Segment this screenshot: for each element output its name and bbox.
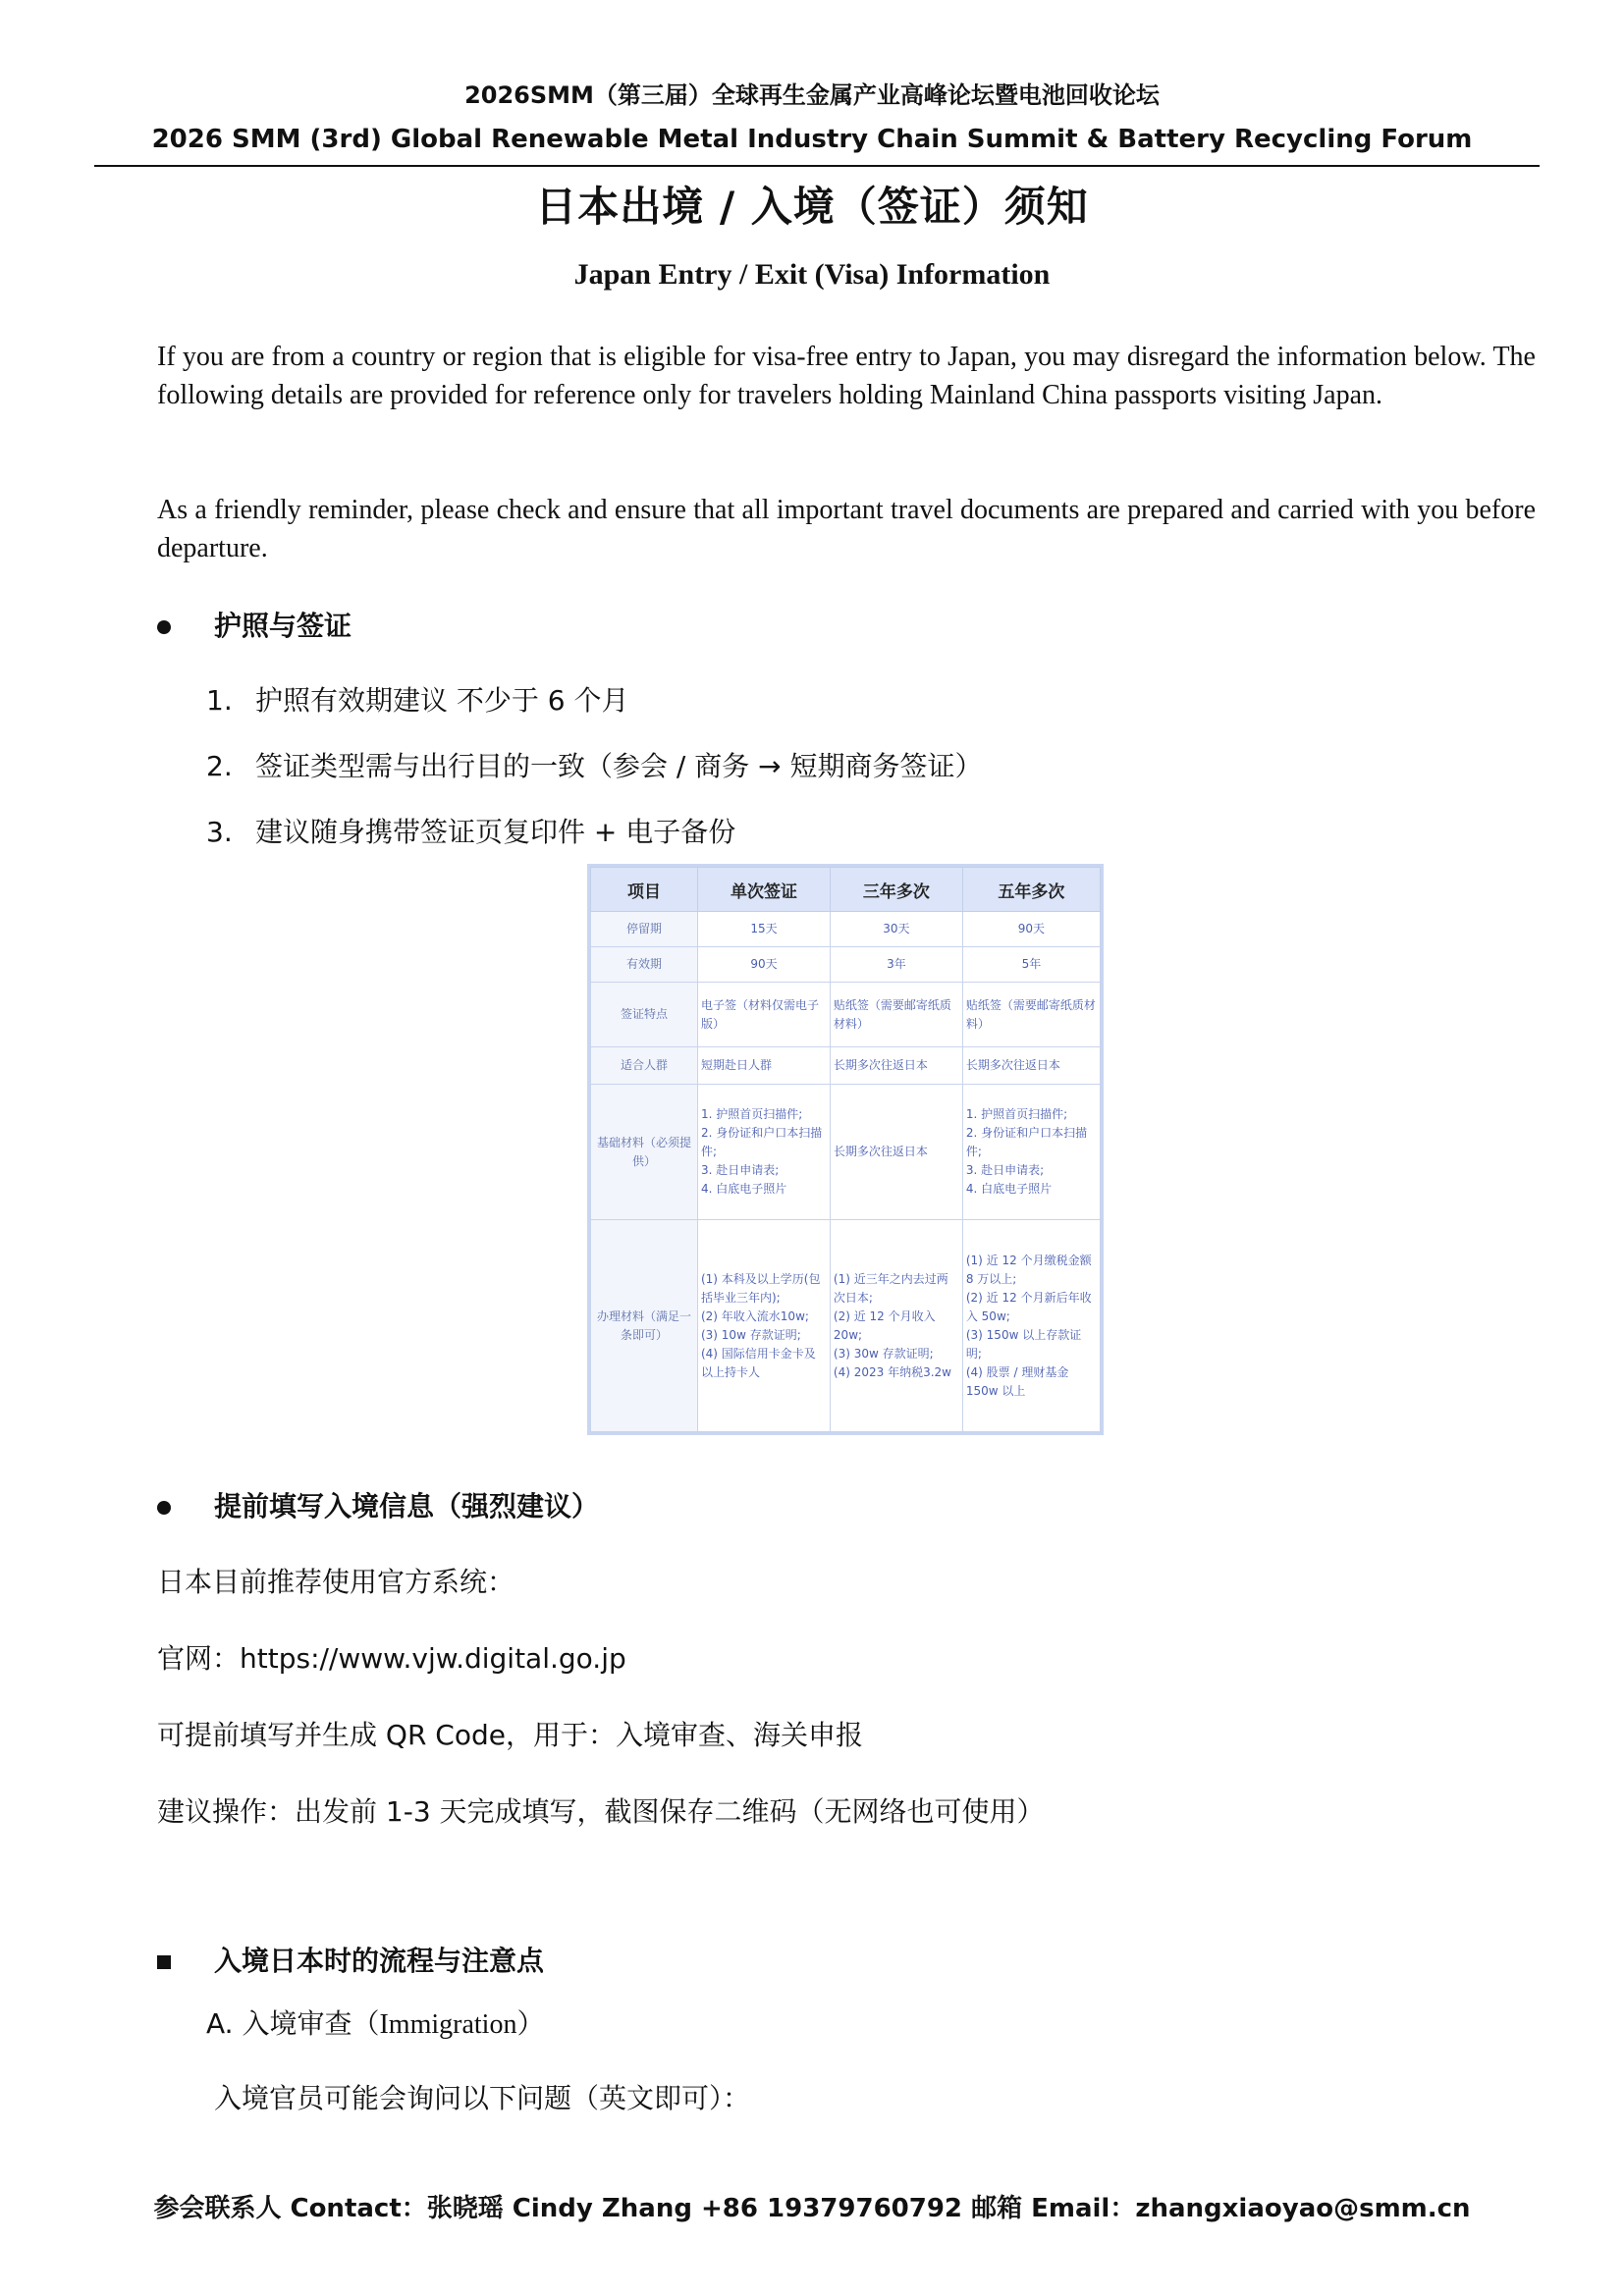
table-row xyxy=(591,947,1101,983)
table-row xyxy=(591,1085,1101,1220)
table-cell: 30天 xyxy=(830,912,962,947)
official-website-line: 官网：https://www.vjw.digital.go.jp xyxy=(157,1642,626,1675)
table-cell: 长期多次往返日本 xyxy=(962,1047,1100,1085)
section-heading-text: 提前填写入境信息（强烈建议） xyxy=(214,1490,600,1522)
sub-heading-immigration xyxy=(206,2004,544,2045)
intro-paragraph-1: If you are from a country or region that is eligible for visa-free entry to Japan, you may disregard the information below. The following details are provided for reference only for travelers holding Mainland China passports visiting Japan. xyxy=(157,342,1536,410)
row-label: 办理材料（满足一条即可） xyxy=(591,1220,698,1432)
table-cell: 短期赴日人群 xyxy=(697,1047,830,1085)
list-item-number: 2. xyxy=(206,750,233,782)
bullet-dot-icon xyxy=(157,620,171,634)
text-line: 日本目前推荐使用官方系统： xyxy=(157,1566,515,1598)
footer-contact: 参会联系人 Contact：张晓瑶 Cindy Zhang +86 19379760792 邮箱 Email：zhangxiaoyao@smm.cn xyxy=(153,2194,1471,2223)
bullet-square-icon xyxy=(157,1955,171,1969)
list-item-text: 建议随身携带签证页复印件 + 电子备份 xyxy=(255,816,736,848)
visa-comparison-table xyxy=(587,864,1104,1435)
sub-heading-prefix: A. 入境审查（ xyxy=(206,2007,380,2040)
row-label: 有效期 xyxy=(591,947,698,983)
intro-paragraph-2: As a friendly reminder, please check and ensure that all important travel documents are prepared and carried with you before departure. xyxy=(157,495,1536,563)
page-header xyxy=(0,79,1624,157)
table-row xyxy=(591,1220,1101,1432)
row-label: 基础材料（必须提供） xyxy=(591,1085,698,1220)
table-cell: (1) 近三年之内去过两次日本; (2) 近 12 个月收入20w; (3) 30w 存款证明; (4) 2023 年纳税3.2w xyxy=(830,1220,962,1432)
table-cell: 90天 xyxy=(962,912,1100,947)
row-label: 停留期 xyxy=(591,912,698,947)
table-cell: 贴纸签（需要邮寄纸质材料） xyxy=(962,983,1100,1047)
table-cell: 贴纸签（需要邮寄纸质材料） xyxy=(830,983,962,1047)
section-heading-text: 入境日本时的流程与注意点 xyxy=(214,1945,545,1977)
bullet-dot-icon xyxy=(157,1501,171,1515)
text-line: 可提前填写并生成 QR Code，用于：入境审查、海关申报 xyxy=(157,1719,863,1751)
table-cell: 3年 xyxy=(830,947,962,983)
table-cell: 1. 护照首页扫描件; 2. 身份证和户口本扫描件; 3. 赴日申请表; 4. 白底电子照片 xyxy=(962,1085,1100,1220)
table-cell: 5年 xyxy=(962,947,1100,983)
list-item-number: 3. xyxy=(206,816,233,848)
text-line: 入境官员可能会询问以下问题（英文即可）： xyxy=(214,2082,751,2114)
table-header-three-year: 三年多次 xyxy=(830,868,962,912)
section-heading-entry-info xyxy=(157,1487,599,1526)
list-item xyxy=(206,747,983,786)
table-cell: (1) 本科及以上学历(包括毕业三年内); (2) 年收入流水10w; (3) 10w 存款证明; (4) 国际信用卡金卡及以上持卡人 xyxy=(697,1220,830,1432)
section-heading-text: 护照与签证 xyxy=(214,610,352,642)
document-title-cn: 日本出境 / 入境（签证）须知 xyxy=(535,183,1089,231)
table-cell: 长期多次往返日本 xyxy=(830,1085,962,1220)
table-row xyxy=(591,983,1101,1047)
table-cell: 长期多次往返日本 xyxy=(830,1047,962,1085)
sub-heading-en: Immigration xyxy=(379,2009,517,2040)
header-title-en: 2026 SMM (3rd) Global Renewable Metal Industry Chain Summit & Battery Recycling Forum xyxy=(151,125,1473,154)
table-cell: 90天 xyxy=(697,947,830,983)
list-item xyxy=(206,681,629,721)
header-title-cn: 2026SMM（第三届）全球再生金属产业高峰论坛暨电池回收论坛 xyxy=(464,81,1160,109)
header-divider xyxy=(94,165,1540,167)
list-item-text: 护照有效期建议 不少于 6 个月 xyxy=(255,684,629,717)
sub-heading-suffix: ） xyxy=(516,2007,545,2040)
table-header-item: 项目 xyxy=(591,868,698,912)
table-cell: (1) 近 12 个月缴税金额 8 万以上; (2) 近 12 个月新后年收入 50w; (3) 150w 以上存款证明; (4) 股票 / 理财基金150w 以上 xyxy=(962,1220,1100,1432)
table-cell: 15天 xyxy=(697,912,830,947)
section-heading-entry-process xyxy=(157,1942,544,1981)
table-row xyxy=(591,912,1101,947)
list-item-number: 1. xyxy=(206,684,233,717)
row-label: 签证特点 xyxy=(591,983,698,1047)
list-item-text: 签证类型需与出行目的一致（参会 / 商务 → 短期商务签证） xyxy=(255,750,983,782)
table-header-five-year: 五年多次 xyxy=(962,868,1100,912)
table-row xyxy=(591,1047,1101,1085)
table-cell: 1. 护照首页扫描件; 2. 身份证和户口本扫描件; 3. 赴日申请表; 4. 白底电子照片 xyxy=(697,1085,830,1220)
list-item xyxy=(206,813,735,852)
text-line: 建议操作：出发前 1-3 天完成填写，截图保存二维码（无网络也可使用） xyxy=(157,1795,1045,1828)
section-heading-passport-visa xyxy=(157,607,352,646)
row-label: 适合人群 xyxy=(591,1047,698,1085)
table-header-single: 单次签证 xyxy=(697,868,830,912)
table-cell: 电子签（材料仅需电子版） xyxy=(697,983,830,1047)
document-title-en: Japan Entry / Exit (Visa) Information xyxy=(573,258,1051,291)
